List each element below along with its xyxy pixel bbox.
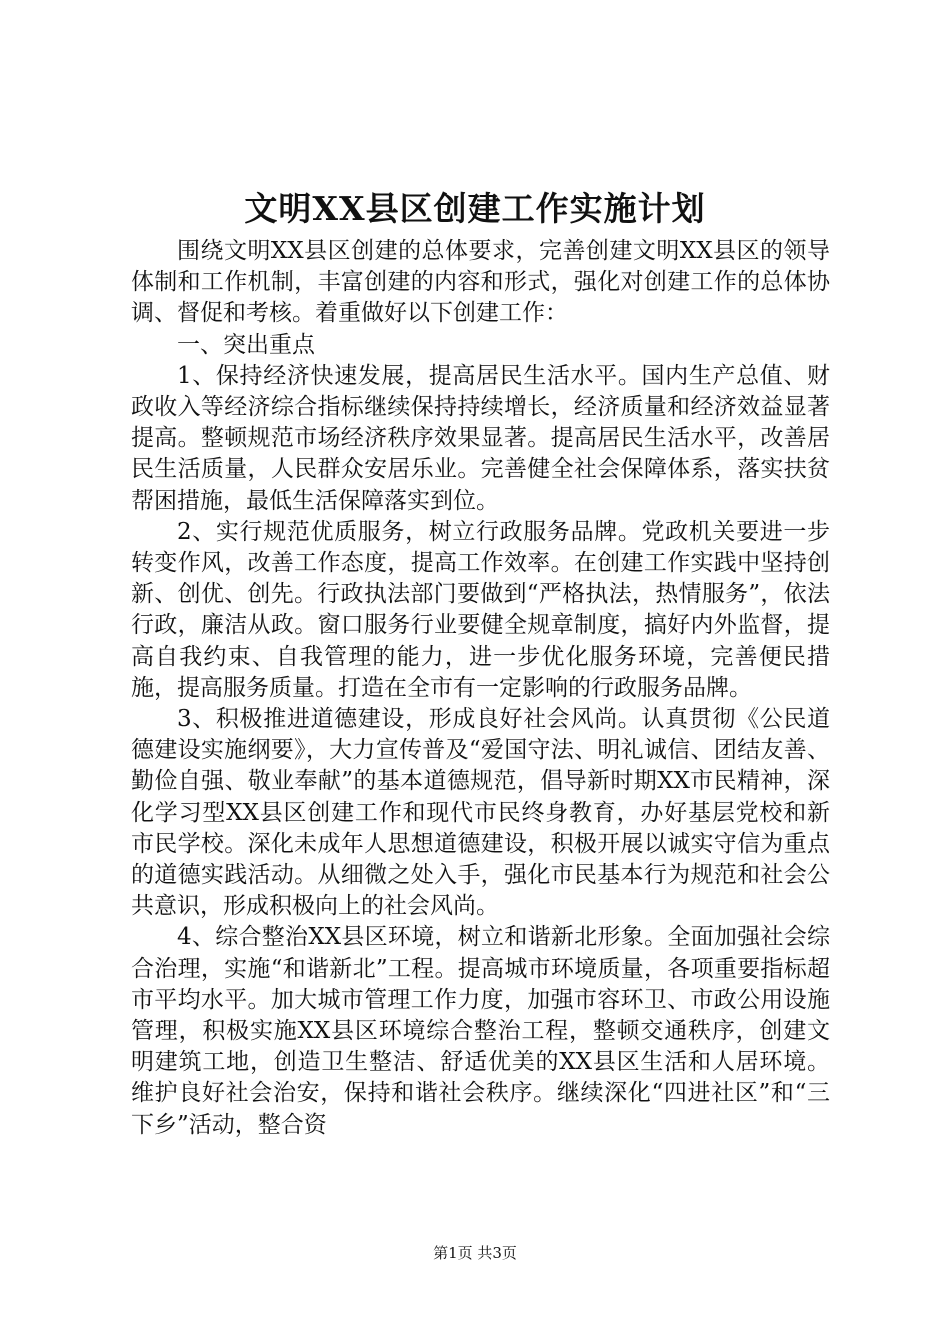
paragraph-item-4: 4、综合整治XX县区环境，树立和谐新北形象。全面加强社会综合治理，实施“和谐新北”工程。提高城市环境质量，各项重要指标超市平均水平。加大城市管理工作力度，加强市容环卫、市政公用设施管理，积极实施XX县区环境综合整治工程，整顿交通秩序，创建文明建筑工地，创造卫生整洁、舒适优美的XX县区生活和人居环境。维护良好社会治安，保持和谐社会秩序。继续深化“四进社区”和“三下乡”活动，整合资	[131, 924, 830, 1138]
section-heading: 一、突出重点	[177, 331, 315, 358]
document-body	[131, 236, 830, 1141]
page-footer: 第1页 共3页	[433, 1244, 517, 1262]
paragraph-item-1: 1、保持经济快速发展，提高居民生活水平。国内生产总值、财政收入等经济综合指标继续保持持续增长，经济质量和经济效益显著提高。整顿规范市场经济秩序效果显著。提高居民生活水平，改善居民生活质量，人民群众安居乐业。完善健全社会保障体系，落实扶贫帮困措施，最低生活保障落实到位。	[131, 362, 830, 514]
paragraph-item-3: 3、积极推进道德建设，形成良好社会风尚。认真贯彻《公民道德建设实施纲要》，大力宣传普及“爱国守法、明礼诚信、团结友善、勤俭自强、敬业奉献”的基本道德规范，倡导新时期XX市民精神，深化学习型XX县区创建工作和现代市民终身教育，办好基层党校和新市民学校。深化未成年人思想道德建设，积极开展以诚实守信为重点的道德实践活动。从细微之处入手，强化市民基本行为规范和社会公共意识，形成积极向上的社会风尚。	[131, 706, 830, 920]
paragraph-item-2: 2、实行规范优质服务，树立行政服务品牌。党政机关要进一步转变作风，改善工作态度，提高工作效率。在创建工作实践中坚持创新、创优、创先。行政执法部门要做到“严格执法，热情服务”，依法行政，廉洁从政。窗口服务行业要健全规章制度，搞好内外监督，提高自我约束、自我管理的能力，进一步优化服务环境，完善便民措施，提高服务质量。打造在全市有一定影响的行政服务品牌。	[131, 518, 830, 701]
document-title: 文明XX县区创建工作实施计划	[244, 189, 706, 228]
intro-paragraph: 围绕文明XX县区创建的总体要求，完善创建文明XX县区的领导体制和工作机制，丰富创建的内容和形式，强化对创建工作的总体协调、督促和考核。着重做好以下创建工作：	[131, 238, 830, 327]
